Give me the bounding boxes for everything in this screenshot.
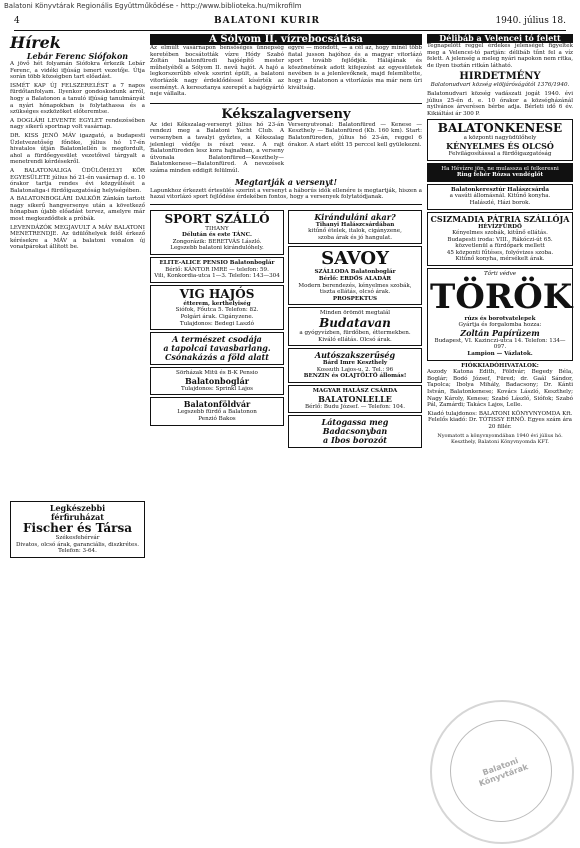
column-left <box>10 34 145 834</box>
ad-elite-alice: ELITE-ALICE PENSIO Balatonboglár Bérlő: KÁNTOR IMRE — telefon: 59. Vili, Konkordia-utca 1—3. Telefon: 143—304 <box>150 257 284 283</box>
archive-banner: Balatoni Könyvtárak Regionális Együttműködése - http://www.biblioteka.hu/mikrofilm <box>4 2 302 10</box>
notice-sub: Balatonudvari község elöljáróságától 1376/1940. <box>430 82 570 89</box>
torok-logo: TÖRÖK <box>430 276 573 317</box>
article-body: Az elmúlt vasárnapon bensőséges ünnepség keretében bocsátották vízre Hódy Szabó Zoltán balatonfüredi hajóépítő mester műhelyéből a Sólyom II. nevű hajót. A hajó a legkorszerűbb elvek szerint épült, a balatoni vitorlázók nagy érdeklődéssel kísérték az eseményt. A keresztanya szerepét a hajógyártó neje vállalta. <box>150 45 286 98</box>
ad-torok: Tőrti védve TÖRÖK rúzs és borotvatelepek Gyártja és forgalomba hozza: Zoltán Papírüzem Budapest, VI. Kazinczi-utca 14. Telefon: 134—097. Lampion — Vázlatok. <box>427 268 573 361</box>
article-title-verseny: Megtartják a versenyt! <box>235 176 337 187</box>
page-header <box>14 14 566 31</box>
news-item: A jövő hét folyamán Siófokra érkezik Lebár Ferenc, a vidéki ifjúság ismert vezetője. Útja során több községben tart előadást. <box>10 61 147 81</box>
ad-budatavan: Minden örömöt megtalál Budatavan a gyógyvízben, fürdőben, éttermekben. Kiváló ellátás. Olcsó árak. <box>288 307 422 346</box>
notice-body: Balatonudvari község vadászati jogát 1940. évi július 25-én d. e. 10 órakor a községházánál nyilvános árverésen bérbe adja. Bérleti idő 6 év. Kikiáltási ár 300 P. <box>427 90 575 117</box>
news-item: LEVENDÁZÓK MEGJAVULT A MÁV BALATONI MENETRENDJE. Az üdülőhelyek felől érkező kérésekre a MÁV a balatoni vonalon új vonatpárokat állított be. <box>10 224 147 251</box>
ad-patria: CSIZMADIA PÁTRIA SZÁLLÓJA HÉVÍZFÜRDŐ Kényelmes szobák, kitűnő ellátás. Budapesti iroda: VIII., Rákóczi-út 65. közvetlenül a fürdőpark mellett 45 központi fűtéses, folyóvizes szoba. Kitűnő konyha, mérsékelt árak. <box>427 212 573 267</box>
issue-date: 1940. július 18. <box>495 16 566 26</box>
ad-fischer: Legkészebbi férfiruházat Fischer és Társa Székesfehérvár Divatos, olcsó árak, garanciális, diszkrétes. Telefon: 3-64. <box>10 501 145 558</box>
ad-sport-szallo: SPORT SZÁLLÓ TIHANY Délután és este TÁNC. Zongorázik: BERETVÁS László. Legszebb balatoni kirándulóhely. <box>150 210 284 255</box>
ad-balatonkenese: BALATONKENESE a központi nagyüdülőhely KÉNYELMES ÉS OLCSÓ Felvilágosítással a fürdőigazgatóság <box>427 119 573 160</box>
article-title-solyom: A Sólyom II. vízrebocsátása <box>150 34 422 45</box>
ad-tapolca-cave: A természet csodája a tapolcai tavasbarlang. Csónakázás a föld alatt <box>150 332 284 365</box>
article-title-kekszalag: Kékszalagverseny <box>221 106 351 122</box>
news-item: A BALATONALIGA ÜDÜLŐHELYI KÖR EGYESÜLETE július hó 21-én vasárnap d. e. 10 órakor tartja rendes évi közgyűlését a Balatonaliga-i fürdőigazgatóság helyiségében. <box>10 167 147 194</box>
library-stamp-text: Balatoni Könyvtárak <box>477 756 530 789</box>
ad-autoszk: Autószakszerűség Bárd Imre Keszthely Kossuth Lajos-u. 2. Tel.: 96 BENZIN és OLAJTÖLTŐ állomás! <box>288 348 422 383</box>
column-middle <box>150 34 422 834</box>
news-item: DR. KISS JENŐ MÁV igazgató, a budapesti Üzletvezetőség főnöke, július hó 17-én hivatalos útján Balatonlellén is megfordult, ahol a fürdőegyesület vezetőivel tárgyalt a menetrendi kérdésekről. <box>10 132 147 166</box>
news-item: A DOGLÁRI LEVENTE EGYLET rendezésében nagy sikerű sportnap volt vasárnap. <box>10 117 147 131</box>
ad-magyar-halasz: MAGYAR HALÁSZ CSÁRDA BALATONLELLE Bérlő: Budu József. — Telefon: 104. <box>288 385 422 413</box>
printer-note: Nyomatott a könyvnyomdában 1940 évi július hó. Keszthely, Balatoni Könyvnyomda KFT. <box>437 432 565 445</box>
ad-heviz-rozsa: Ha Hévízre jön, ne mulassza el felkeresni Ring fehér Rózsa vendéglőt <box>427 163 573 182</box>
article-title-delibab: Délibáb a Velencei tó felett <box>427 34 573 43</box>
ad-badacsony-borozo: Látogassa meg Badacsonyban a Ibos borozót <box>288 415 422 448</box>
notice-title: HIRDETMÉNY <box>459 71 541 83</box>
paper-title: BALATONI KURIR <box>214 16 321 26</box>
ad-keresztur-csarda: Balatonkeresztúr Halászcsárda a vasúti állomásnál. Kitűnő konyha. Halászlé, Házi borok. <box>427 184 573 210</box>
ad-tihany-csarda: Kiránduláni akar? Tihanyi Halászcsárdában kitűnő ételek, italok, cigányzene, szoba árak és jó hangulat. <box>288 210 422 245</box>
ad-savoy: SAVOY SZÁLLODA Balatonboglár Bérlő: ERDŐS ALADÁR Modern berendezés, kényelmes szobák, tiszta ellátás, olcsó árak. PROSPEKTUS <box>288 246 422 305</box>
news-subheading: Lebár Ferenc Siófokon <box>26 51 129 61</box>
branch-offices-list: Aszody Katona Edith, Földvár; Begedy Béla, Boglár; Bodó József, Füred; dr. Gaál Sándor, Tapolca; Ibolya Mihály, Badacsony; Dr. Kánti István, Balatonkenese; Kovács László, Keszthely; Nagy Károly, Kenese; Szabó László, Siófok; Szabó Pál, Zamárdi; Takács Lajos, Lelle. <box>427 369 575 409</box>
article-body: Lapunkhoz érkezett értesülés szerint a versenyt a háborús idők ellenére is megtartják, hiszen a hazai vitorlázó sport fejlődése érdekében fontos, hogy a versenyek folytatódjanak. <box>150 187 424 201</box>
article-body: Az idei Kékszalag-versenyt július hó 23-án rendezi meg a Balatoni Yacht Club. A versenyben a tavalyi győztes, a Kékszalag jelenlegi védője is részt vesz. A rajt Balatonfüreden lesz kora hajnalban, a verseny útvonala Balatonfüred—Keszthely—Balatonkenese—Balatonfüred. A nevezések száma minden eddigit felülmúl. <box>150 121 286 174</box>
news-item: ISMÉT KAP ÚJ FELSZERELÉST a 7 napos fürdőtanfolyam. Ilyenkor gondoskodunk arról, hogy a Balatonon a tanuló ifjúság tanulmányát a nyári hónapokban is folytathassa és a szükséges eszközöket előteremtse. <box>10 82 147 116</box>
branch-offices-title: FIÓKKIADÓHIVATALOK: <box>461 362 539 369</box>
article-body: Tegnapelőtt reggel érdekes jelenséget figyeltek meg a Velencei-tó partján: délibáb tűnt fel a víz felett. A jelenség a meleg nyári napokon nem ritka, de ilyen tisztán ritkán látható. <box>427 43 575 69</box>
news-item: A BALATONBOGLÁRI DALKÖR Zánkán tartott nagy sikerű hangversenye után a következő hónapban újabb előadást tervez, amelyre már most megkezdődtek a próbák. <box>10 196 147 223</box>
news-heading: Hírek <box>10 33 61 52</box>
page-number: 4 <box>14 16 20 26</box>
article-body: egyre — mondott, — a cél az, hogy minél több fiatal jusson hajóhoz és a magyar vitorlázó sport tovább fejlődjék. Hálájának és köszönetének adott kifejezést az egyesületek nevében is a jelenlevőknek, majd felemlítette, hogy a Balatonon a vitorlázás ma már nem úri kiváltság. <box>288 45 424 91</box>
ad-vig-hajos: VIG HAJÓS étterem, kerthelyiség Siófok, Főutca 5. Telefon: 82. Polgári árak. Cigányzene. Tulajdonos: Bedegi Laszló <box>150 285 284 330</box>
imprint: Kiadó tulajdonos: BALATONI KÖNYVNYOMDA Kft. Felelős kiadó: Dr. TÓTISSY ERNŐ. Egyes szám ára 20 fillér. <box>427 410 575 430</box>
ad-balatonboglar-pensio: Sörházak Mitü és B-K Pensio Balatonboglár Tulajdonos: Sprinkl Lajos <box>150 367 284 395</box>
ad-balatonfoldvar: Balatonföldvár Legszebb fürdő a Balatonon Penzió Bakos <box>150 397 284 425</box>
article-body: Versenyutvonal: Balatonfüred — Kenese — Keszthely — Balatonfüred (Kb. 160 km). Start: Balatonfüreden, július hó 23-án, reggel 6 órakor. A start előtt 15 perccel kell gyülekezni. <box>288 121 424 148</box>
